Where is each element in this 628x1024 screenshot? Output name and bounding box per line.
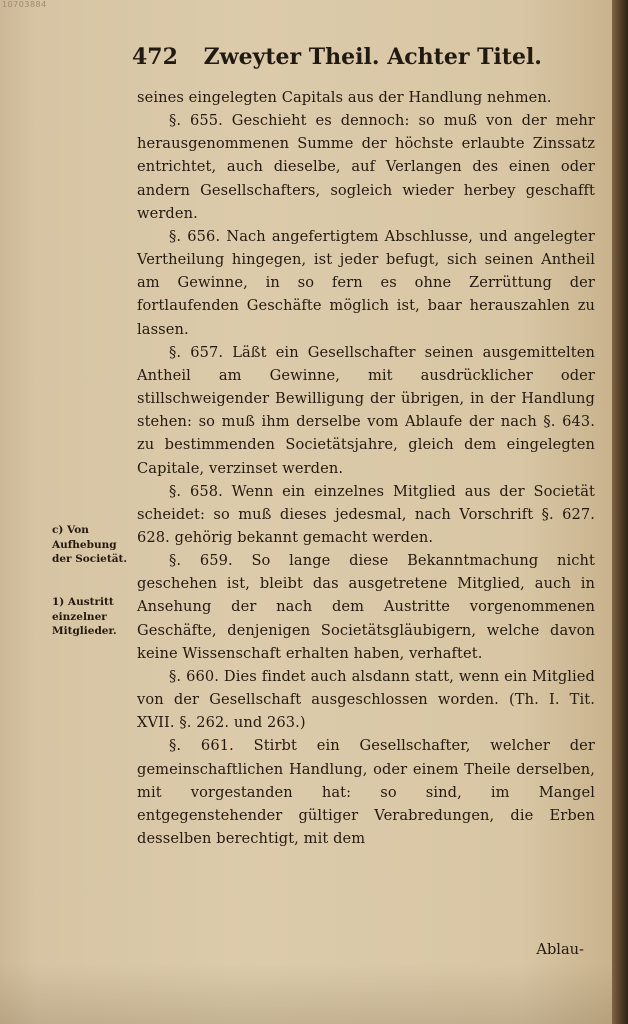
catalog-number: 10703884 [2,0,47,9]
running-title: Zweyter Theil. Achter Titel. [203,44,542,70]
paragraph-661: §. 661. Stirbt ein Gesellschafter, welcher der gemeinschaftlichen Handlung, oder einem Theile derselben, mit vorgestanden hat: so sind, im Mangel entgegenstehender gültiger Verabredungen, die Erben desselben berechtigt, mit dem [137,737,595,847]
paragraph-continuation: seines eingelegten Capitals aus der Handlung nehmen. [137,89,552,106]
page-number: 472 [132,44,178,70]
paragraph-660: §. 660. Dies findet auch alsdann statt, wenn ein Mitglied von der Gesellschaft ausgeschlossen worden. (Th. I. Tit. XVII. §. 262. und 263.) [137,667,595,732]
body-text [137,86,595,850]
catchword: Ablau- [536,941,584,958]
paragraph-656: §. 656. Nach angefertigtem Abschlusse, und angelegter Vertheilung hingegen, ist jeder befugt, sich seinen Antheil am Gewinne, in so fern es ohne Zerrüttung der fortlaufenden Geschäfte möglich ist, baar herauszahlen zu lassen. [137,227,595,338]
margin-note-aufhebung: c) Von Aufhebung der Societät. [52,524,128,565]
page-shadow [0,964,612,1024]
paragraph-659: §. 659. So lange diese Bekanntmachung nicht geschehen ist, bleibt das ausgetretene Mitglied, auch in Ansehung der nach dem Austritte vorgenommenen Geschäfte, denjenigen Societätsgläubigern, welche davon keine Wissenschaft erhalten haben, verhaftet. [137,552,595,662]
paragraph-658: §. 658. Wenn ein einzelnes Mitglied aus der Societät scheidet: so muß dieses jedesmal, nach Vorschrift §. 627. 628. gehörig bekannt gemacht werden. [137,482,595,546]
page-header [132,44,542,74]
paragraph-657: §. 657. Läßt ein Gesellschafter seinen ausgemittelten Antheil am Gewinne, mit ausdrücklicher oder stillschweigender Bewilligung der übrigen, in der Handlung stehen: so muß ihm derselbe vom Ablaufe der nach §. 643. zu bestimmenden Societätsjahre, gleich dem eingelegten Capitale, verzinset werden. [137,343,595,477]
book-edge [612,0,628,1024]
margin-note-austritt: 1) Austritt einzelner Mitglieder. [52,596,117,637]
paragraph-655: §. 655. Geschieht es dennoch: so muß von der mehr herausgenommenen Summe der höchste erlaubte Zinssatz entrichtet, auch dieselbe, auf Verlangen des einen oder andern Gesellschafters, sogleich wieder herbey geschafft werden. [137,112,595,222]
